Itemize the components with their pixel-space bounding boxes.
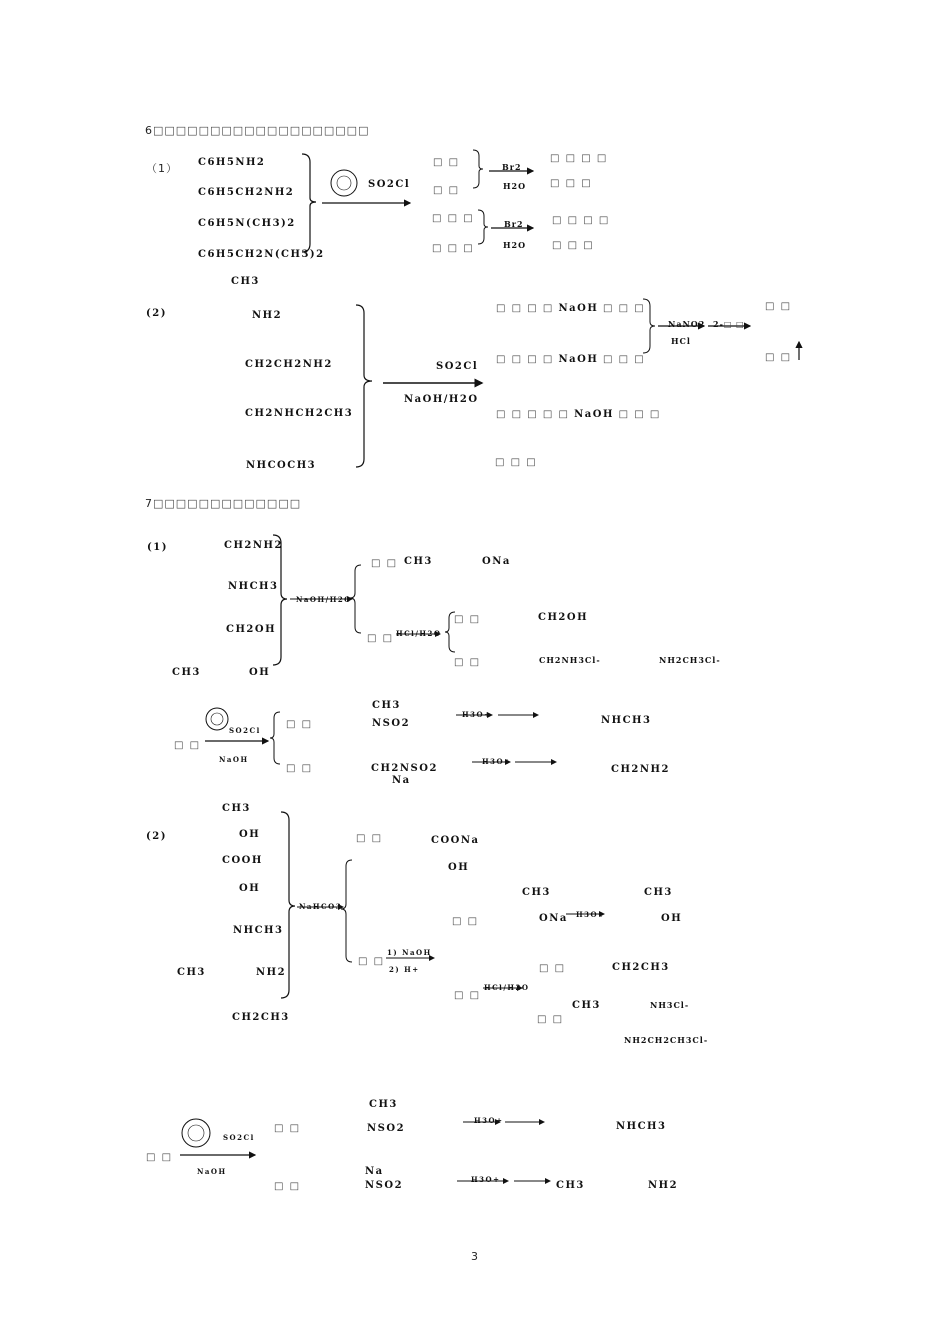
reagent-hcl: HCl — [671, 336, 691, 346]
sodium: Na — [365, 1166, 384, 1177]
reagent-hydronium: H3O+ — [462, 710, 492, 719]
product-cresol-methyl: CH3 — [644, 887, 673, 898]
benzene-ring-1 — [206, 708, 228, 730]
layer-label: □ □ — [274, 1123, 301, 1134]
product-ethylanilinium: NH2CH2CH3Cl- — [624, 1035, 709, 1045]
layer-label: □ □ — [367, 633, 394, 644]
sulfonamide-methyl: CH3 — [372, 700, 401, 711]
compound-ethyl: CH2CH3 — [232, 1012, 290, 1023]
product-phenoxide: ONa — [482, 556, 511, 567]
reagent-hydronium: H3O+ — [482, 757, 512, 766]
sulfonamide-salt: NSO2 — [365, 1180, 404, 1191]
compound-benzyl-alcohol: CH2OH — [226, 624, 277, 635]
final-methylaniline: NHCH3 — [616, 1121, 667, 1132]
compound-dimethylaniline: C6H5N(CH3)2 — [198, 218, 296, 229]
q6-heading: 6□□□□□□□□□□□□□□□□□□□ — [145, 124, 370, 137]
product-hydroxyl: OH — [448, 862, 470, 873]
compound-benzylamine: CH2NH2 — [224, 540, 283, 551]
final-benzylamine: CH2NH2 — [611, 764, 670, 775]
compound-methyl-group: CH3 — [231, 276, 260, 287]
result-label: □ □ — [433, 185, 460, 196]
reagent-sulfonyl-chloride: SO2Cl — [436, 361, 479, 372]
reagent-naphthol: 2-□ □ — [713, 319, 745, 329]
compound-toluidine-methyl: CH3 — [177, 967, 206, 978]
reagent-water: H2O — [503, 240, 527, 250]
layer-label: □ □ — [356, 833, 383, 844]
reagent-hcl-water: HCl/H2O — [396, 629, 442, 638]
layer-label: □ □ — [286, 763, 313, 774]
layer-label: □ □ — [371, 558, 398, 569]
reagent-naoh-water: NaOH/H2O — [296, 595, 352, 604]
compound-cresol-hydroxyl: OH — [249, 667, 271, 678]
product-methyl: CH3 — [522, 887, 551, 898]
q6-part1-number: （1） — [146, 162, 178, 175]
sulfonamide-group: NSO2 — [367, 1123, 406, 1134]
observation: □ □ □ □ — [550, 153, 608, 164]
compound-methyl: CH3 — [222, 803, 251, 814]
layer-label: □ □ — [174, 740, 201, 751]
reagent-sulfonyl-chloride: SO2Cl — [223, 1133, 255, 1142]
q7-part2-number: (2) — [146, 831, 167, 842]
compound-toluidine-amine: NH2 — [256, 967, 287, 978]
layer-label: □ □ — [454, 657, 481, 668]
compound-methylaniline: NHCH3 — [233, 925, 284, 936]
reagent-bromine: Br2 — [502, 162, 522, 172]
brace-6-1a — [473, 150, 483, 188]
brace-7-2a — [341, 860, 352, 962]
compound-amine: NH2 — [252, 310, 283, 321]
final-toluidine-amine: NH2 — [648, 1180, 679, 1191]
reagent-sulfonyl-chloride: SO2Cl — [229, 726, 261, 735]
reagent-base: NaOH/H2O — [404, 394, 479, 405]
compound-acetanilide: NHCOCH3 — [246, 460, 317, 471]
brace-7-1 — [273, 535, 287, 665]
product-methyl: CH3 — [404, 556, 433, 567]
q6-part2-number: (2) — [146, 308, 167, 319]
reagent-hcl-water: HCl/H2O — [484, 983, 530, 992]
product-anilinium: NH3Cl- — [650, 1000, 690, 1010]
final-toluidine-methyl: CH3 — [556, 1180, 585, 1191]
reagent-hydronium: H3O+ — [471, 1175, 501, 1184]
result-line-1: □ □ □ □ NaOH □ □ □ — [496, 303, 646, 314]
layer-label: □ □ — [358, 956, 385, 967]
product-benzylammonium: CH2NH3Cl- — [539, 655, 601, 665]
result-label: □ □ — [433, 157, 460, 168]
observation: □ □ — [765, 352, 792, 363]
layer-label: □ □ — [454, 990, 481, 1001]
brace-7-1s — [270, 712, 280, 764]
layer-label: □ □ — [454, 614, 481, 625]
reagent-step-2: 2) H+ — [389, 965, 420, 974]
layer-label: □ □ — [274, 1181, 301, 1192]
benzene-ring-0 — [331, 170, 357, 196]
compound-methylaniline: NHCH3 — [228, 581, 279, 592]
compound-hydroxyl: OH — [239, 829, 261, 840]
product-methylanilinium: NH2CH3Cl- — [659, 655, 721, 665]
sulfonamide-group: NSO2 — [372, 718, 411, 729]
compound-dimethylbenzylamine: C6H5CH2N(CH3)2 — [198, 249, 325, 260]
sulfonamide-methyl: CH3 — [369, 1099, 398, 1110]
reagent-sulfonyl-chloride: SO2Cl — [368, 179, 411, 190]
reagent-naoh: NaOH — [219, 755, 249, 764]
layer-label: □ □ — [452, 916, 479, 927]
result-label: □ □ □ — [432, 213, 475, 224]
page-number: 3 — [471, 1250, 479, 1263]
compound-secondary-amine: CH2NHCH2CH3 — [245, 408, 354, 419]
observation: □ □ — [765, 301, 792, 312]
product-anilinium-methyl: CH3 — [572, 1000, 601, 1011]
result-label: □ □ □ — [432, 243, 475, 254]
compound-phenethylamine: CH2CH2NH2 — [245, 359, 333, 370]
q7-heading: 7□□□□□□□□□□□□□ — [145, 497, 302, 510]
product-carboxylate: COONa — [431, 835, 480, 846]
sulfonamide-salt: CH2NSO2 — [371, 763, 438, 774]
result-line-3: □ □ □ □ □ NaOH □ □ □ — [496, 409, 661, 420]
benzene-ring-2 — [182, 1119, 210, 1147]
layer-label: □ □ — [537, 1014, 564, 1025]
reagent-water: H2O — [503, 181, 527, 191]
brace-6-2 — [356, 305, 372, 467]
sodium: Na — [392, 775, 411, 786]
product-cresol-hydroxyl: OH — [661, 913, 683, 924]
brace-6-1b — [478, 210, 488, 244]
reagent-bicarbonate: NaHCO3 — [299, 902, 343, 911]
result-line-4: □ □ □ — [495, 457, 538, 468]
observation: □ □ □ — [552, 240, 595, 251]
layer-label: □ □ — [539, 963, 566, 974]
reagent-sodium-nitrite: NaNO2 — [668, 319, 706, 329]
reagent-bromine: Br2 — [504, 219, 524, 229]
final-methylaniline: NHCH3 — [601, 715, 652, 726]
reagent-step-1: 1) NaOH — [387, 948, 432, 957]
compound-benzylamine: C6H5CH2NH2 — [198, 187, 295, 198]
layer-label: □ □ — [286, 719, 313, 730]
compound-cresol-methyl: CH3 — [172, 667, 201, 678]
product-benzyl-alcohol: CH2OH — [538, 612, 589, 623]
compound-aniline: C6H5NH2 — [198, 157, 266, 168]
reagent-naoh: NaOH — [197, 1167, 227, 1176]
compound-phenol: OH — [239, 883, 261, 894]
brace-6-1 — [302, 154, 316, 252]
result-line-2: □ □ □ □ NaOH □ □ □ — [496, 354, 646, 365]
product-phenoxide: ONa — [539, 913, 568, 924]
product-ethyl: CH2CH3 — [612, 962, 670, 973]
observation: □ □ □ □ — [552, 215, 610, 226]
compound-salicylic-acid: COOH — [222, 855, 263, 866]
reagent-hydronium: H3O+ — [576, 910, 606, 919]
observation: □ □ □ — [550, 178, 593, 189]
reagent-hydronium: H3O+ — [474, 1116, 504, 1125]
layer-label: □ □ — [146, 1152, 173, 1163]
q7-part1-number: (1) — [147, 542, 168, 553]
